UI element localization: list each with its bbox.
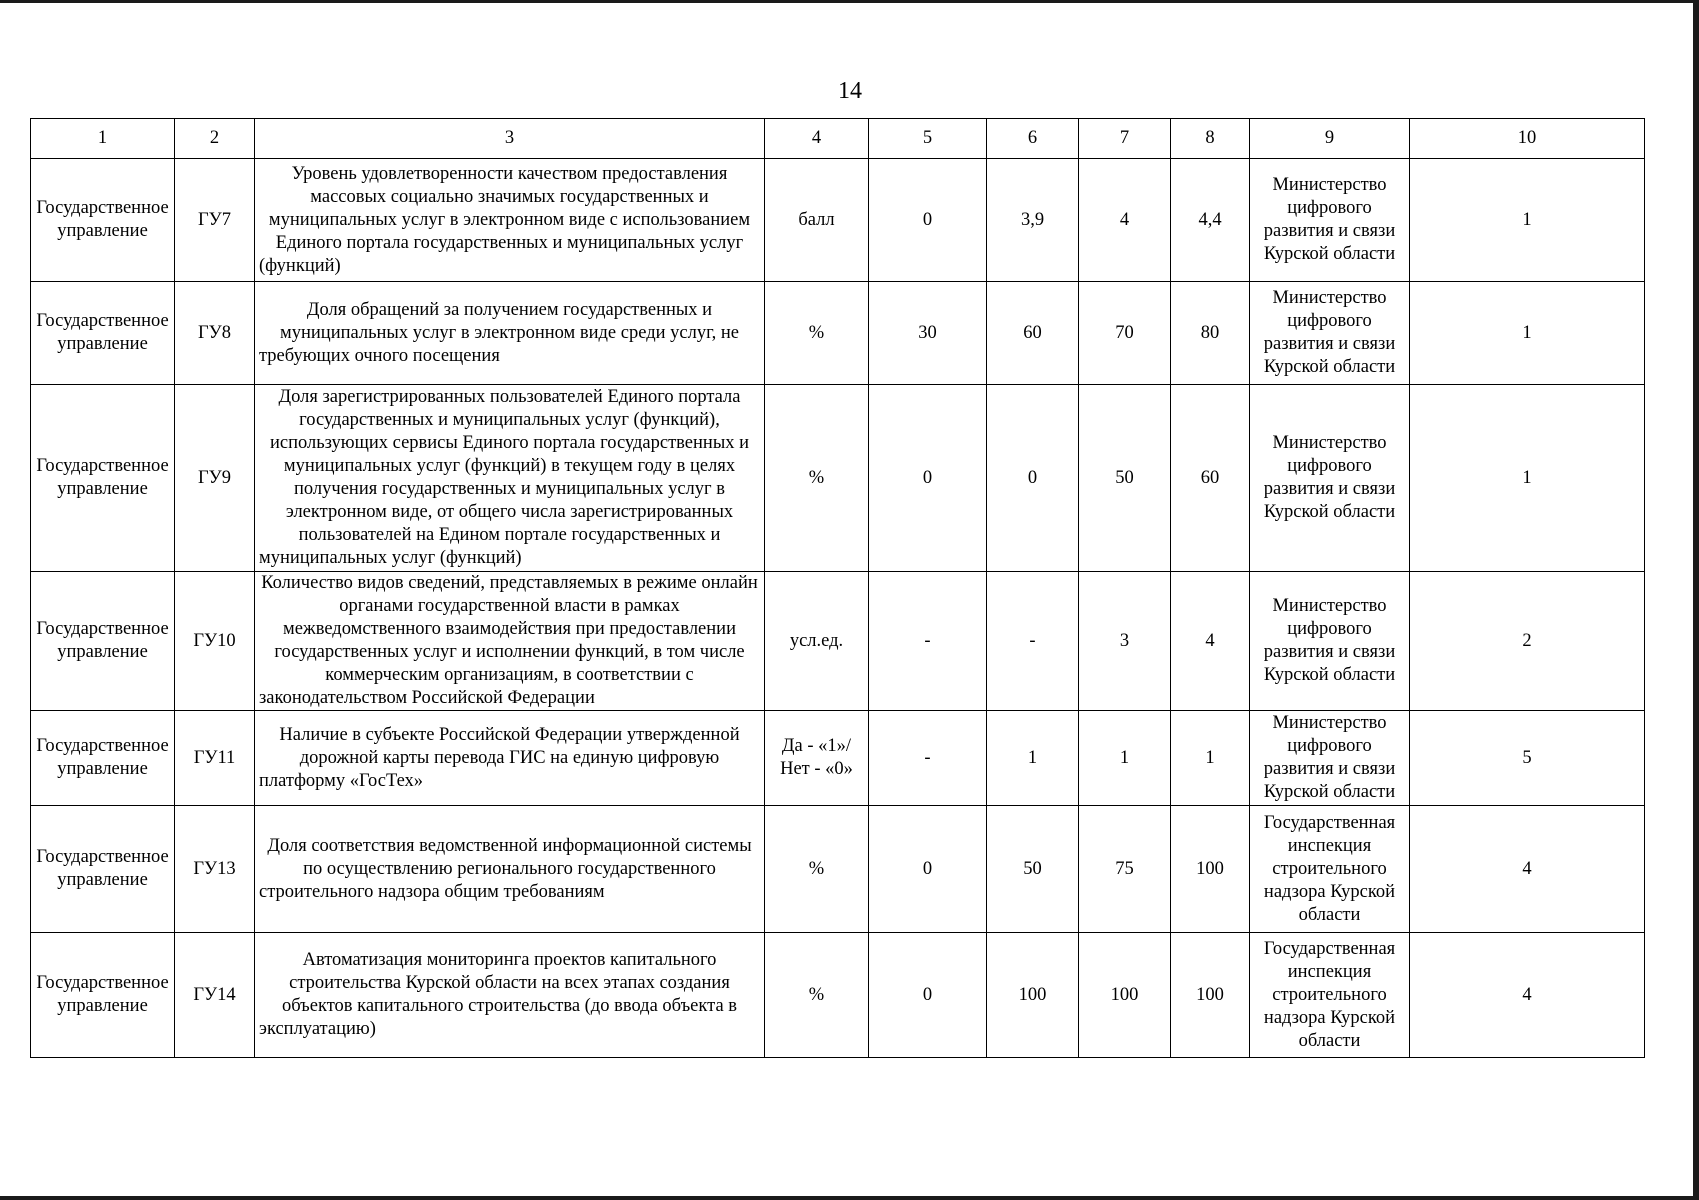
column-header-2: 2 [175,119,255,159]
unit-cell: % [765,282,869,385]
description-cell: Уровень удовлетворенности качеством предоставления массовых социально значимых государственных и муниципальных услуг в электронном виде с использованием Единого портала государственных и муниципальных услуг (функций) [255,159,765,282]
value-col10-cell: 4 [1410,806,1645,933]
column-header-10: 10 [1410,119,1645,159]
column-header-7: 7 [1079,119,1171,159]
value-col7-cell: 50 [1079,385,1171,572]
value-col6-cell: 50 [987,806,1079,933]
scan-edge-bottom [0,1196,1699,1200]
description-cell: Доля зарегистрированных пользователей Единого портала государственных и муниципальных услуг (функций), использующих сервисы Единого портала государственных и муниципальных услуг (функций) в текущем году в целях получения государственных и муниципальных услуг в электронном виде, от общего числа зарегистрированных пользователей на Едином портале государственных и муниципальных услуг (функций) [255,385,765,572]
unit-cell: % [765,806,869,933]
value-col7-cell: 3 [1079,572,1171,711]
column-header-9: 9 [1250,119,1410,159]
organization-cell: Министерство цифрового развития и связи Курской области [1250,711,1410,806]
value-col6-cell: 100 [987,933,1079,1058]
value-col6-cell: 3,9 [987,159,1079,282]
value-col10-cell: 1 [1410,159,1645,282]
value-col8-cell: 4 [1171,572,1250,711]
description-cell: Доля соответствия ведомственной информационной системы по осуществлению регионального государственного строительного надзора общим требованиям [255,806,765,933]
sector-cell: Государственное управление [31,282,175,385]
table-row [31,806,1645,933]
value-col10-cell: 1 [1410,282,1645,385]
sector-cell: Государственное управление [31,711,175,806]
unit-cell: усл.ед. [765,572,869,711]
value-col5-cell: 0 [869,385,987,572]
scan-edge-top [0,0,1699,3]
table-row [31,572,1645,711]
code-cell: ГУ11 [175,711,255,806]
value-col7-cell: 100 [1079,933,1171,1058]
table-row [31,282,1645,385]
value-col8-cell: 100 [1171,933,1250,1058]
unit-cell: Да - «1»/ Нет - «0» [765,711,869,806]
sector-cell: Государственное управление [31,572,175,711]
column-header-6: 6 [987,119,1079,159]
sector-cell: Государственное управление [31,933,175,1058]
description-cell: Наличие в субъекте Российской Федерации утвержденной дорожной карты перевода ГИС на единую цифровую платформу «ГосТех» [255,711,765,806]
indicators-table [30,118,1645,1058]
organization-cell: Государственная инспекция строительного надзора Курской области [1250,806,1410,933]
organization-cell: Государственная инспекция строительного надзора Курской области [1250,933,1410,1058]
table-row [31,385,1645,572]
page-number: 14 [838,78,862,104]
column-header-8: 8 [1171,119,1250,159]
description-cell: Автоматизация мониторинга проектов капитального строительства Курской области на всех этапах создания объектов капитального строительства (до ввода объекта в эксплуатацию) [255,933,765,1058]
value-col6-cell: 1 [987,711,1079,806]
scan-edge-right [1693,0,1699,1200]
code-cell: ГУ9 [175,385,255,572]
table-row [31,933,1645,1058]
value-col8-cell: 80 [1171,282,1250,385]
value-col10-cell: 5 [1410,711,1645,806]
table-row [31,159,1645,282]
value-col10-cell: 2 [1410,572,1645,711]
code-cell: ГУ7 [175,159,255,282]
organization-cell: Министерство цифрового развития и связи Курской области [1250,572,1410,711]
value-col5-cell: 0 [869,159,987,282]
value-col7-cell: 70 [1079,282,1171,385]
value-col6-cell: - [987,572,1079,711]
value-col7-cell: 4 [1079,159,1171,282]
header-row [31,119,1645,159]
value-col10-cell: 1 [1410,385,1645,572]
value-col7-cell: 75 [1079,806,1171,933]
value-col5-cell: - [869,711,987,806]
unit-cell: % [765,385,869,572]
organization-cell: Министерство цифрового развития и связи Курской области [1250,159,1410,282]
value-col8-cell: 60 [1171,385,1250,572]
column-header-3: 3 [255,119,765,159]
description-cell: Доля обращений за получением государственных и муниципальных услуг в электронном виде среди услуг, не требующих очного посещения [255,282,765,385]
value-col6-cell: 60 [987,282,1079,385]
value-col8-cell: 4,4 [1171,159,1250,282]
organization-cell: Министерство цифрового развития и связи Курской области [1250,385,1410,572]
code-cell: ГУ10 [175,572,255,711]
code-cell: ГУ8 [175,282,255,385]
value-col5-cell: 30 [869,282,987,385]
sector-cell: Государственное управление [31,806,175,933]
value-col7-cell: 1 [1079,711,1171,806]
value-col5-cell: 0 [869,806,987,933]
value-col5-cell: - [869,572,987,711]
organization-cell: Министерство цифрового развития и связи Курской области [1250,282,1410,385]
table-row [31,711,1645,806]
code-cell: ГУ14 [175,933,255,1058]
value-col8-cell: 1 [1171,711,1250,806]
unit-cell: балл [765,159,869,282]
unit-cell: % [765,933,869,1058]
value-col6-cell: 0 [987,385,1079,572]
value-col5-cell: 0 [869,933,987,1058]
description-cell: Количество видов сведений, представляемых в режиме онлайн органами государственной власти в рамках межведомственного взаимодействия при предоставлении государственных услуг и исполнении функций, в том числе коммерческим организациям, в соответствии с законодательством Российской Федерации [255,572,765,711]
column-header-1: 1 [31,119,175,159]
value-col8-cell: 100 [1171,806,1250,933]
sector-cell: Государственное управление [31,159,175,282]
code-cell: ГУ13 [175,806,255,933]
value-col10-cell: 4 [1410,933,1645,1058]
column-header-5: 5 [869,119,987,159]
column-header-4: 4 [765,119,869,159]
sector-cell: Государственное управление [31,385,175,572]
